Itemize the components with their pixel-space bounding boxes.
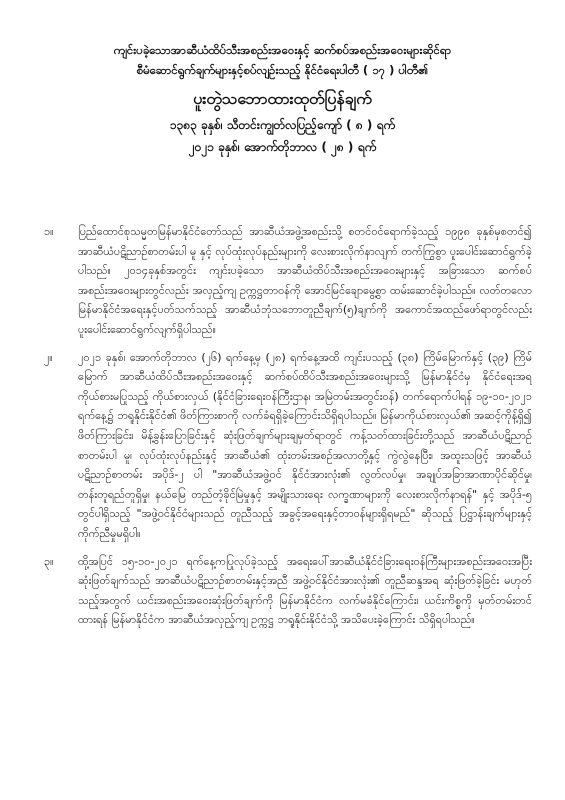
paragraph-number: ၃။ [44, 554, 54, 568]
document-title: ပူးတွဲသဘောထားထုတ်ပြန်ချက် [193, 89, 372, 108]
paragraph-text: ထို့အပြင် ၁၅-၁၀-၂၀၂၁ ရက်နေ့ကပြုလုပ်ခဲ့သည့် အရေးပေါ်အာဆီယံနိုင်ငံခြားရေးဝန်ကြီးများအစည်းအဝေးအပြီး ဆုံးဖြတ်ချက်သည် အာဆီယံပဋိညာဉ်စာတမ်းနှင့်အညီ အဖွဲ့ဝင်နိုင်ငံအားလုံး၏ တူညီဆန္ဒအရ ဆုံးဖြတ်ခဲ့ခြင်း မဟုတ်သည့်အတွက် ယင်းအစည်းအဝေးဆုံးဖြတ်ချက်ကို မြန်မာနိုင်ငံက လက်မခံနိုင်ကြောင်း၊ ယင်းကိစ္စကို မှတ်တမ်းတင်ထားရန် မြန်မာနိုင်ငံက အာဆီယံအလှည့်ကျ ဥက္ကဋ္ဌ ဘရူနိုင်းနိုင်ငံသို့ အသိပေးခဲ့ကြောင်း သိရှိရပါသည်။ [78, 554, 532, 627]
paragraph-number: ၂။ [44, 350, 53, 364]
paragraph-2 [44, 348, 532, 544]
paragraph-number: ၁။ [44, 225, 54, 238]
date-gregorian: ၂၀၂၁ ခုနှစ်၊ အောက်တိုဘာလ ( ၂၈ ) ရက် [188, 140, 377, 154]
paragraph-text: ပြည်ထောင်စုသမ္မတမြန်မာနိုင်ငံတော်သည် အာဆီယံအဖွဲ့အစည်းသို့ စတင်ဝင်ရောက်ခဲ့သည့် ၁၉၉၈ ခုနှစ်မှစတင်၍ အာဆီယံပဋိညာဉ်စာတမ်းပါ မူ နှင့် လုပ်ထုံးလုပ်နည်းများကို လေးစားလိုက်နာလျက် တက်ကြွစွာ ပူးပေါင်းဆောင်ရွက်ခဲ့ပါသည်။ ၂၀၁၄ခုနှစ်အတွင်း ကျင်းပခဲ့သော အာဆီယံထိပ်သီးအစည်းအဝေးများနှင့် အခြားသော ဆက်စပ်အစည်းအဝေးများတွင်လည်း အလှည့်ကျ ဥက္ကဋ္ဌတာဝန်ကို အောင်မြင်ချောမွေ့စွာ ထမ်းဆောင်ခဲ့ပါသည်။ လတ်တလော မြန်မာနိုင်ငံအရေးနှင့်ပတ်သက်သည့် အာဆီယံဘုံသဘောတူညီချက်(၅)ချက်ကို အကောင်အထည်ဖော်ရာတွင်လည်း ပူးပေါင်းဆောင်ရွက်လျက်ရှိပါသည်။ [78, 225, 532, 336]
paragraph-3 [44, 552, 532, 630]
date-myanmar: ၁၃၈၃ ခုနှစ်၊ သီတင်းကျွတ်လပြည့်ကျော် ( ၈ ) ရက် [169, 118, 396, 132]
document-body [44, 222, 532, 638]
paragraph-1 [44, 222, 532, 340]
header-line-2: စီမံဆောင်ရွက်ချက်များနှင့်စပ်လျဉ်းသည့် နိုင်ငံရေးပါတီ ( ၁၇ ) ပါတီ၏ [136, 63, 429, 77]
paragraph-text: ၂၀၂၁ ခုနှစ်၊ အောက်တိုဘာလ (၂၆) ရက်နေ့မှ (၂၈) ရက်နေ့အထိ ကျင်းပသည့် (၃၈) ကြိမ်မြောက်နှင့် (၃၉) ကြိမ်မြောက် အာဆီယံထိပ်သီးအစည်းအဝေးနှင့် ဆက်စပ်ထိပ်သီးအစည်းအဝေးများသို့ မြန်မာနိုင်ငံမှ နိုင်ငံရေးအရ ကိုယ်စားမပြုသည့် ကိုယ်စားလှယ် (နိုင်ငံခြားရေးဝန်ကြီးဌာန၊ အမြဲတမ်းအတွင်းဝန်) တက်ရောက်ပါရန် ၁၉-၁၀-၂၀၂၁ ရက်နေ့၌ ဘရူနိုင်းနိုင်ငံ၏ ဖိတ်ကြားစာကို လက်ခံရရှိခဲ့ကြောင်းသိရှိရပါသည်။ မြန်မာကိုယ်စားလှယ်၏ အဆင့်ကိုန့်ရှိ၍ ဖိတ်ကြားခြင်း၊ မိန့်ခွန်းပြောခြင်းနှင့် ဆုံးဖြတ်ချက်များချမှတ်ရာတွင် ကန့်သတ်ထားခြင်းတို့သည် အာဆီယံပဋိညာဉ်စာတမ်းပါ မူ၊ လုပ်ထုံးလုပ်နည်းနှင့် အာဆီယံ၏ ထုံးတမ်းအစဉ်အလာတို့နှင့် ကွဲလွဲနေပြီး၊ အထူးသဖြင့် အာဆီယံပဋိညာဉ်စာတမ်း အပိုဒ်-၂ ပါ "အာဆီယံအဖွဲ့ဝင် နိုင်ငံအားလုံး၏ လွတ်လပ်မှု၊ အချုပ်အခြာအာဏာပိုင်ဆိုင်မှု၊ တန်းတူရည်တူရှိမှု၊ နယ်မြေ တည်တံ့ခိုင်မြဲမှုနှင့် အမျိုးသားရေး လက္ခဏာများကို လေးစားလိုက်နာရန်" နှင့် အပိုဒ်-၅ တွင်ပါရှိသည့် "အဖွဲ့ဝင်နိုင်ငံများသည် တူညီသည့် အခွင့်အရေးနှင့်တာဝန်များရှိရမည်" ဆိုသည့် ပြဋ္ဌာန်းချက်များနှင့် ကိုက်ညီမှုမရှိပါ။ [78, 350, 532, 540]
header-line-1: ကျင်းပခဲ့သောအာဆီယံထိပ်သီးအစည်းအဝေးနှင့် ဆက်စပ်အစည်းအဝေးများဆိုင်ရာ [113, 43, 452, 57]
